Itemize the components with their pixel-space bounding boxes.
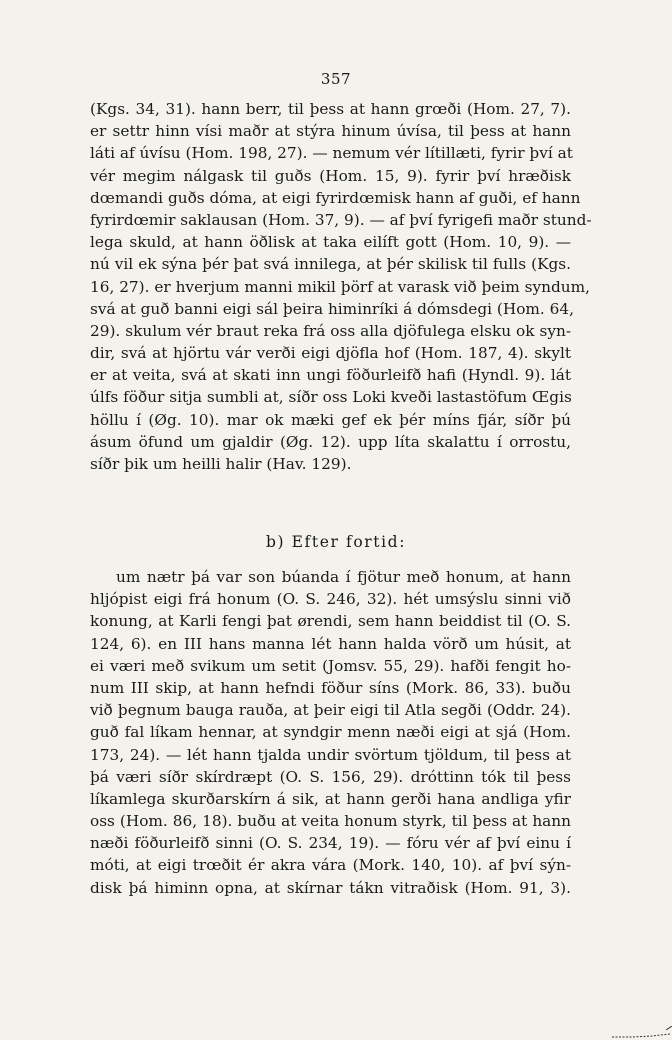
text-line: oss (Hom. 86, 18). buðu at veita honum styrk, til þess at hann (90, 812, 571, 831)
text-line: er settr hinn vísi maðr at stýra hinum úvísa, til þess at hann (90, 122, 571, 141)
text-line: disk þá himinn opna, at skírnar tákn vitraðisk (Hom. 91, 3). (90, 878, 571, 897)
text-line: næði föðurleifð sinni (O. S. 234, 19). — fóru vér af því einu í (90, 834, 571, 853)
text-line: ei væri með svikum um setit (Jomsv. 55, 29). hafði fengit ho- (90, 656, 571, 675)
text-line: vér megim nálgask til guðs (Hom. 15, 9). fyrir því hræðisk (90, 166, 571, 185)
page-number: 357 (320, 70, 352, 88)
text-line: um nætr þá var son búanda í fjötur með honum, at hann (116, 568, 571, 586)
text-line: guð fal líkam hennar, at syndgir menn næði eigi at sjá (Hom. (90, 723, 571, 742)
text-line: höllu í (Øg. 10). mar ok mæki gef ek þér míns fjár, síðr þú (90, 410, 571, 429)
section-heading: b) Efter fortid: (265, 533, 407, 551)
scan-edge-mark (612, 1026, 672, 1038)
text-line: úlfs föður sitja sumbli at, síðr oss Loki kveði lastastöfum Œgis (90, 388, 572, 407)
text-line: líkamlega skurðarskírn á sik, at hann gerði hana andliga yfir (90, 789, 571, 808)
text-line: num III skip, at hann hefndi föður síns (Mork. 86, 33). buðu (90, 678, 571, 697)
text-line: lega skuld, at hann öðlisk at taka eilíft gott (Hom. 10, 9). — (90, 233, 571, 252)
text-line: (Kgs. 34, 31). hann berr, til þess at hann grœði (Hom. 27, 7). (90, 100, 571, 118)
text-line: hljópist eigi frá honum (O. S. 246, 32). hét umsýslu sinni við (90, 590, 571, 609)
text-line: ásum öfund um gjaldir (Øg. 12). upp líta skalattu í orrostu, (90, 432, 571, 451)
text-line: 29). skulum vér braut reka frá oss alla djöfulega elsku ok syn- (90, 321, 571, 340)
text-line: nú vil ek sýna þér þat svá innilega, at þér skilisk til fulls (Kgs. (90, 255, 571, 274)
text-line: þá væri síðr skírdræpt (O. S. 156, 29). dróttinn tók til þess (90, 767, 571, 786)
text-line: fyrirdœmir saklausan (Hom. 37, 9). — af því fyrigefi maðr stund- (90, 210, 592, 229)
text-line: síðr þik um heilli halir (Hav. 129). (90, 455, 352, 473)
text-line: við þegnum bauga rauða, at þeir eigi til Atla segði (Oddr. 24). (90, 701, 571, 720)
paragraph-2 (90, 566, 571, 899)
text-line: 124, 6). en III hans manna lét hann halda vörð um húsit, at (90, 634, 571, 653)
text-line: dœmandi guðs dóma, at eigi fyrirdœmisk hann af guði, ef hann (90, 188, 581, 207)
text-line: 173, 24). — lét hann tjalda undir svörtum tjöldum, til þess at (90, 745, 571, 764)
text-line: er at veita, svá at skati inn ungi föðurleifð hafi (Hyndl. 9). lát (90, 366, 571, 385)
paragraph-1 (90, 98, 592, 475)
text-line: svá at guð banni eigi sál þeira himinríki á dómsdegi (Hom. 64, (90, 299, 574, 318)
text-line: láti af úvísu (Hom. 198, 27). — nemum vér lítillæti, fyrir því at (90, 144, 573, 163)
text-line: konung, at Karli fengi þat ørendi, sem hann beiddist til (O. S. (90, 612, 571, 631)
text-line: móti, at eigi trœðit ér akra vára (Mork. 140, 10). af því sýn- (90, 856, 571, 875)
text-line: dir, svá at hjörtu vár verði eigi djöfla hof (Hom. 187, 4). skylt (90, 344, 571, 363)
text-line: 16, 27). er hverjum manni mikil þörf at varask við þeim syndum, (90, 277, 591, 296)
